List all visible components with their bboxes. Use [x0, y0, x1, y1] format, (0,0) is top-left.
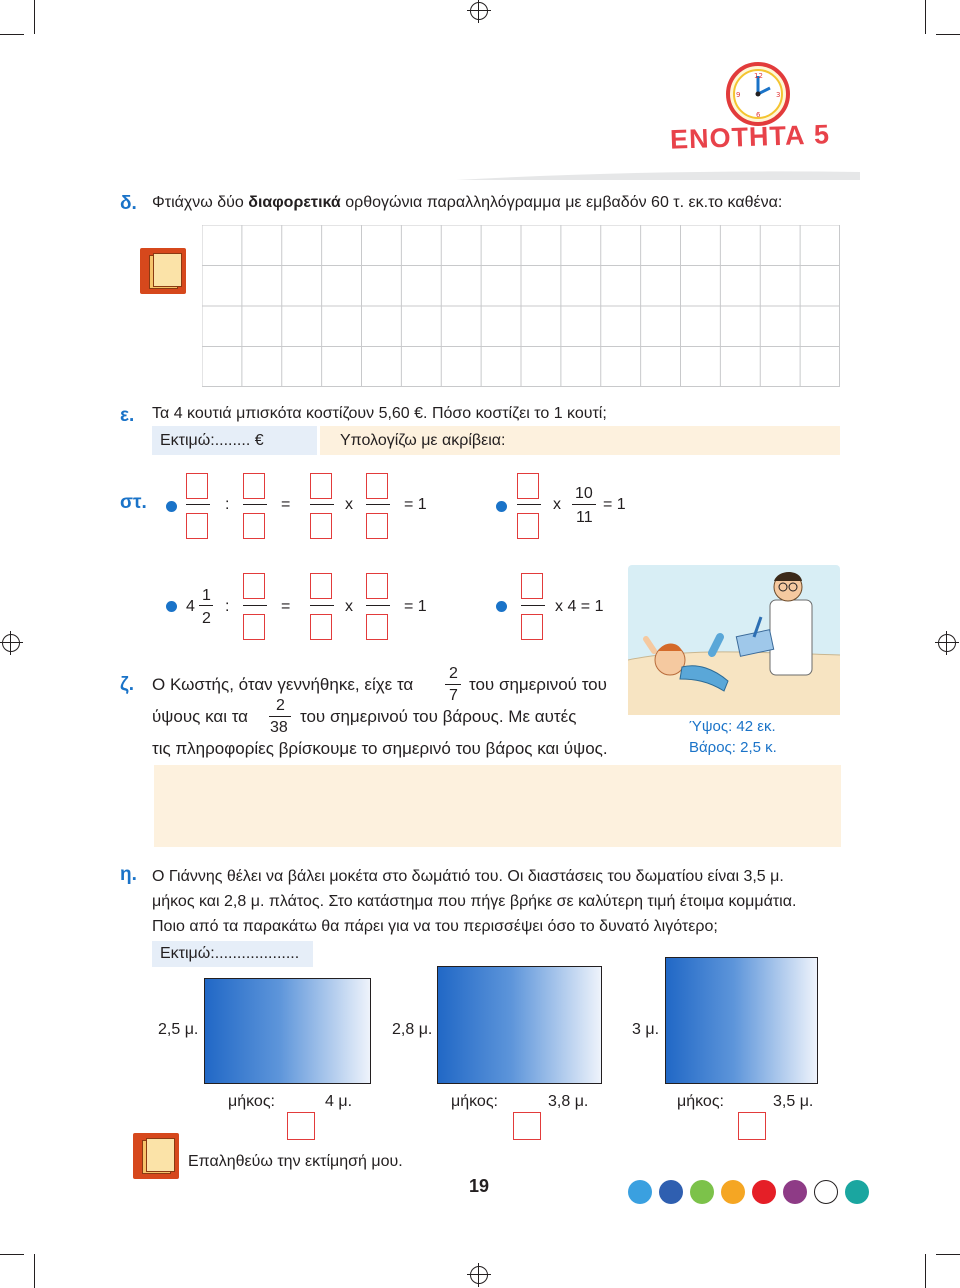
- color-swatch: [783, 1180, 807, 1204]
- color-swatch: [659, 1180, 683, 1204]
- bullet: [166, 601, 177, 612]
- carpet-3-width: 3 μ.: [632, 1021, 660, 1038]
- answer-box[interactable]: [366, 473, 388, 499]
- z-line3: τις πληροφορίες βρίσκουμε το σημερινό του βάρος και ύψος.: [152, 739, 608, 758]
- carpet-1-width: 2,5 μ.: [158, 1021, 199, 1038]
- carpet-2-length: 3,8 μ.: [548, 1093, 589, 1110]
- fraction-den: 11: [576, 509, 593, 526]
- color-swatch: [628, 1180, 652, 1204]
- section-d-emphasis: διαφορετικά: [248, 194, 341, 211]
- height-info: Ύψος: 42 εκ.: [689, 718, 776, 735]
- fraction-den: 38: [270, 719, 288, 736]
- fraction-num: 1: [202, 587, 211, 604]
- estimate-text-e: Εκτιμώ:........ €: [160, 432, 264, 449]
- fraction-den: 2: [202, 610, 211, 627]
- section-label-h: η.: [120, 864, 137, 885]
- answer-box[interactable]: [366, 573, 388, 599]
- carpet-1-length-label: μήκος:: [228, 1093, 275, 1110]
- op-times: x: [345, 598, 353, 615]
- registration-mark-bottom: [470, 1266, 488, 1284]
- answer-box[interactable]: [310, 573, 332, 599]
- fraction-num: 2: [276, 697, 285, 714]
- answer-box[interactable]: [366, 614, 388, 640]
- section-label-z: ζ.: [120, 674, 135, 695]
- section-label-st: στ.: [120, 492, 147, 513]
- answer-box[interactable]: [517, 513, 539, 539]
- color-swatch: [721, 1180, 745, 1204]
- svg-text:12: 12: [754, 72, 763, 80]
- answer-box[interactable]: [243, 473, 265, 499]
- z-line2-b: του σημερινού του βάρους. Με αυτές: [300, 707, 577, 726]
- fraction-num: 10: [575, 485, 593, 502]
- registration-mark-right: [938, 634, 956, 652]
- unit-title: ΕΝΟΤΗΤΑ 5: [669, 119, 831, 155]
- carpet-2-length-label: μήκος:: [451, 1093, 498, 1110]
- carpet-3-length-label: μήκος:: [677, 1093, 724, 1110]
- carpet-1: [204, 978, 371, 1084]
- h-line2: μήκος και 2,8 μ. πλάτος. Στο κατάστημα που πήγε βρήκε σε καλύτερη τιμή έτοιμα κομμάτια.: [152, 893, 797, 910]
- answer-box[interactable]: [310, 473, 332, 499]
- answer-box[interactable]: [243, 513, 265, 539]
- answer-box[interactable]: [517, 473, 539, 499]
- bullet: [496, 501, 507, 512]
- svg-text:6: 6: [756, 111, 761, 119]
- weight-info: Βάρος: 2,5 κ.: [689, 739, 777, 756]
- exact-text-e: Υπολογίζω με ακρίβεια:: [340, 432, 506, 449]
- registration-mark-left: [2, 634, 20, 652]
- carpet-3-length: 3,5 μ.: [773, 1093, 814, 1110]
- carpet-1-length: 4 μ.: [325, 1093, 353, 1110]
- result: = 1: [404, 496, 427, 513]
- fraction-num: 2: [449, 665, 458, 682]
- bullet: [166, 501, 177, 512]
- section-label-d: δ.: [120, 193, 137, 214]
- page-number: 19: [469, 1176, 490, 1196]
- book-icon: [133, 1133, 179, 1179]
- op-divide: :: [225, 598, 230, 615]
- svg-text:9: 9: [736, 91, 741, 99]
- answer-box[interactable]: [310, 513, 332, 539]
- op-times: x: [553, 496, 561, 513]
- z-line1-a: Ο Κωστής, όταν γεννήθηκε, είχε τα: [152, 675, 414, 694]
- registration-mark-top: [470, 2, 488, 20]
- h-line1: Ο Γιάννης θέλει να βάλει μοκέτα στο δωμάτιό του. Οι διαστάσεις του δωματίου είναι 3,5 μ.: [152, 868, 784, 885]
- section-e-text: Τα 4 κουτιά μπισκότα κοστίζουν 5,60 €. Πόσο κοστίζει το 1 κουτί;: [152, 405, 607, 422]
- color-swatch: [752, 1180, 776, 1204]
- result: = 1: [404, 598, 427, 615]
- bullet: [496, 601, 507, 612]
- answer-box[interactable]: [186, 513, 208, 539]
- choice-checkbox-2[interactable]: [513, 1112, 541, 1140]
- op-equals: =: [281, 598, 291, 615]
- op-equals: =: [281, 496, 291, 513]
- answer-box[interactable]: [310, 614, 332, 640]
- choice-checkbox-3[interactable]: [738, 1112, 766, 1140]
- carpet-3: [665, 957, 818, 1084]
- h-line3: Ποιο από τα παρακάτω θα πάρει για να του περισσέψει όσο το δυνατό λιγότερο;: [152, 918, 718, 935]
- answer-box[interactable]: [186, 473, 208, 499]
- color-swatch: [690, 1180, 714, 1204]
- mixed-whole: 4: [186, 598, 195, 615]
- drawing-grid[interactable]: [202, 225, 840, 387]
- answer-box[interactable]: [243, 614, 265, 640]
- clock-icon: [724, 60, 792, 128]
- doctor-baby-illustration: [628, 565, 840, 715]
- color-swatch: [845, 1180, 869, 1204]
- z-line1-b: του σημερινού του: [469, 675, 607, 694]
- answer-box[interactable]: [521, 573, 543, 599]
- z-line2-a: ύψους και τα: [152, 707, 249, 726]
- carpet-2: [437, 966, 602, 1084]
- section-label-e: ε.: [120, 405, 135, 426]
- answer-box[interactable]: [366, 513, 388, 539]
- section-d-text: Φτιάχνω δύο διαφορετικά ορθογώνια παραλληλόγραμμα με εμβαδόν 60 τ. εκ.το καθένα:: [152, 194, 783, 211]
- estimate-text-h: Εκτιμώ:...................: [160, 945, 300, 962]
- answer-area-z[interactable]: [154, 765, 841, 847]
- answer-box[interactable]: [521, 614, 543, 640]
- verify-text: Επαληθεύω την εκτίμησή μου.: [188, 1153, 403, 1170]
- fraction-den: 7: [449, 687, 458, 704]
- carpet-2-width: 2,8 μ.: [392, 1021, 433, 1038]
- color-swatch: [814, 1180, 838, 1204]
- svg-text:3: 3: [776, 91, 781, 99]
- op-divide: :: [225, 496, 230, 513]
- equation-tail: x 4 = 1: [555, 598, 604, 615]
- answer-box[interactable]: [243, 573, 265, 599]
- choice-checkbox-1[interactable]: [287, 1112, 315, 1140]
- book-icon: [140, 248, 186, 294]
- op-times: x: [345, 496, 353, 513]
- result: = 1: [603, 496, 626, 513]
